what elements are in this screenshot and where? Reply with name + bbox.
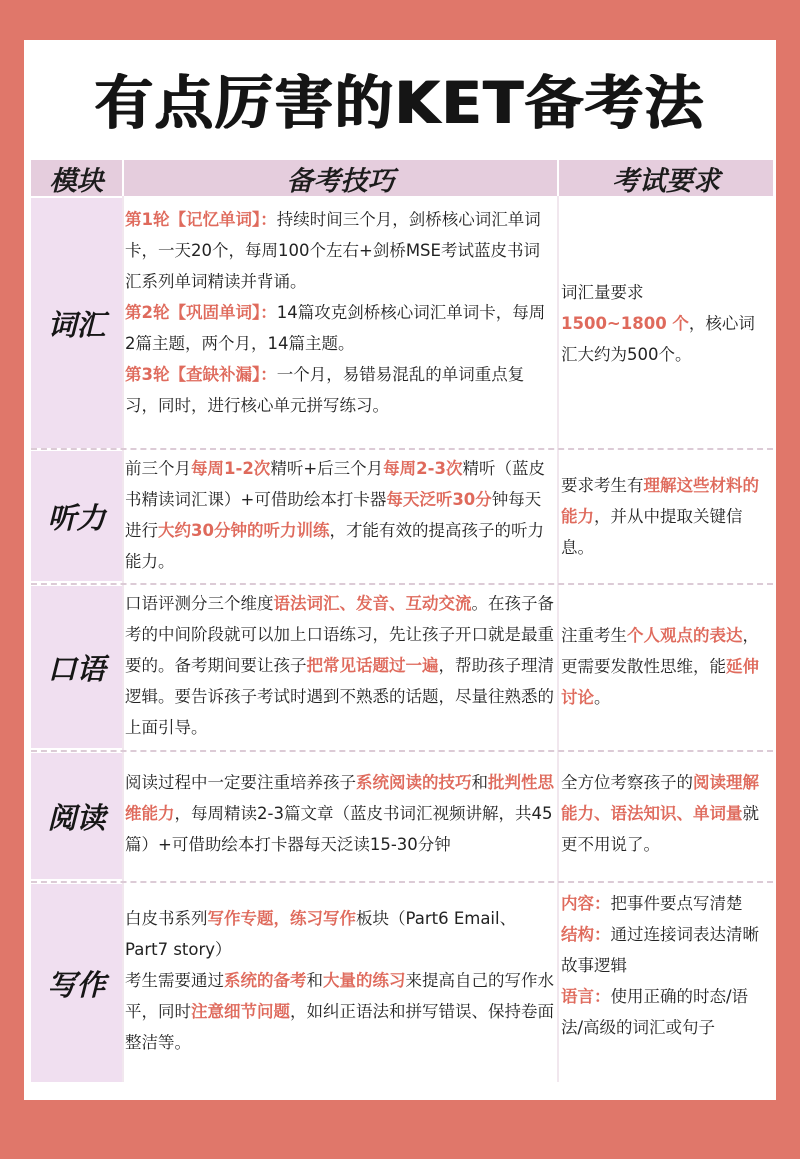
page-title: 有点厉害的KET备考法 <box>94 69 706 137</box>
writing-req-language: 语言：使用正确的时态/语法/高级的词汇或句子 <box>561 987 749 1037</box>
writing-req-structure: 结构：通过连接词表达清晰故事逻辑 <box>561 925 759 975</box>
writing-tip-2: 考生需要通过系统的备考和大量的练习来提高自己的写作水平，同时注意细节问题，如纠正语法和拼写错误、保持卷面整洁等。 <box>125 971 554 1052</box>
listening-requirements: 要求考生有理解这些材料的能力，并从中提取关键信息。 <box>561 476 759 557</box>
reading-requirements: 全方位考察孩子的阅读理解能力、语法知识、单词量就更不用说了。 <box>561 773 759 854</box>
vocabulary-round-1: 第1轮【记忆单词】：持续时间三个月，剑桥核心词汇单词卡，一天20个，每周100个左右+剑桥MSE考试蓝皮书词汇系列单词精读并背诵。 <box>125 210 541 291</box>
writing-req-content: 内容：把事件要点写清楚 <box>561 894 743 913</box>
reading-tips: 阅读过程中一定要注重培养孩子系统阅读的技巧和批判性思维能力，每周精读2-3篇文章（蓝皮书词汇视频讲解，共45篇）+可借助绘本打卡器每天泛读15-30分钟 <box>125 773 554 854</box>
vocabulary-requirements: 词汇量要求 1500~1800 个，核心词汇大约为500个。 <box>561 283 755 364</box>
speaking-requirements: 注重考生个人观点的表达，更需要发散性思维，能延伸讨论。 <box>561 626 759 707</box>
header-module: 模块 <box>31 160 122 196</box>
row-divider <box>31 750 773 752</box>
writing-tip-1: 白皮书系列写作专题，练习写作板块（Part6 Email、Part7 story） <box>125 909 517 959</box>
speaking-tips: 口语评测分三个维度语法词汇、发音、互动交流。在孩子备考的中间阶段就可以加上口语练习，先让孩子开口就是最重要的。备考期间要让孩子把常见话题过一遍，帮助孩子理清逻辑。要告诉孩子考试时遇到不熟悉的话题，尽量往熟悉的上面引导。 <box>125 594 554 737</box>
writing-tips <box>125 903 555 1058</box>
vocabulary-round-3: 第3轮【查缺补漏】：一个月，易错易混乱的单词重点复习，同时，进行核心单元拼写练习。 <box>125 365 525 415</box>
module-listening: 听力 <box>31 451 122 581</box>
row-divider <box>31 448 773 450</box>
column-divider <box>122 196 124 1082</box>
module-reading: 阅读 <box>31 753 122 879</box>
writing-requirements <box>561 888 770 1043</box>
module-speaking: 口语 <box>31 586 122 748</box>
vocabulary-round-2: 第2轮【巩固单词】：14篇攻克剑桥核心词汇单词卡，每周2篇主题，两个月，14篇主题。 <box>125 303 546 353</box>
header-requirements: 考试要求 <box>559 160 773 196</box>
infographic-card <box>24 40 776 1100</box>
row-divider <box>31 881 773 883</box>
header-tips: 备考技巧 <box>124 160 557 196</box>
module-vocabulary: 词汇 <box>31 198 122 448</box>
vocabulary-tips <box>125 204 555 421</box>
row-divider <box>31 583 773 585</box>
listening-tips: 前三个月每周1-2次精听+后三个月每周2-3次精听（蓝皮书精读词汇课）+可借助绘本打卡器每天泛听30分钟每天进行大约30分钟的听力训练，才能有效的提高孩子的听力能力。 <box>125 459 545 571</box>
column-divider <box>557 196 559 1082</box>
module-writing: 写作 <box>31 884 122 1082</box>
